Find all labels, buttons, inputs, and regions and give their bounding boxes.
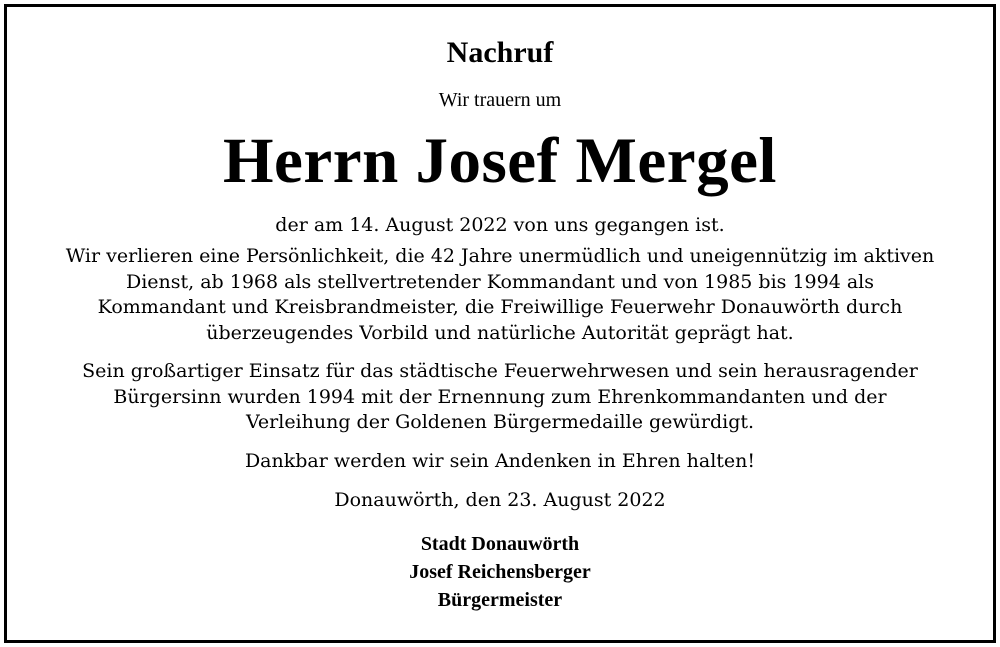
intro-line: Wir trauern um <box>438 89 562 111</box>
paragraph-line: überzeugendes Vorbild und natürliche Autorität geprägt hat. <box>206 321 794 344</box>
deceased-name: Herrn Josef Mergel <box>222 125 777 197</box>
signature-role: Bürgermeister <box>437 589 563 611</box>
paragraph-line: Dankbar werden wir sein Andenken in Ehren halten! <box>244 450 756 472</box>
paragraph-tribute <box>20 244 980 346</box>
notice-heading: Nachruf <box>446 36 554 69</box>
paragraph-line: Verleihung der Goldenen Bürgermedaille gewürdigt. <box>245 411 755 433</box>
paragraph-line: Sein großartiger Einsatz für das städtische Feuerwehrwesen und sein herausragender <box>82 360 918 382</box>
paragraph-honors <box>20 359 980 436</box>
place-and-date: Donauwörth, den 23. August 2022 <box>334 489 666 511</box>
paragraph-line: Dienst, ab 1968 als stellvertretender Kommandant und von 1985 bis 1994 als <box>125 270 875 293</box>
paragraph-gratitude <box>20 449 980 475</box>
paragraph-line: Wir verlieren eine Persönlichkeit, die 42 Jahre unermüdlich und uneigennützig im aktiven <box>65 245 935 267</box>
signature-organization: Stadt Donauwörth <box>420 533 580 555</box>
signature-person: Josef Reichensberger <box>409 561 591 583</box>
date-of-death-line: der am 14. August 2022 von uns gegangen ist. <box>275 214 725 236</box>
paragraph-line: Kommandant und Kreisbrandmeister, die Freiwillige Feuerwehr Donauwörth durch <box>97 296 903 318</box>
paragraph-line: Bürgersinn wurden 1994 mit der Ernennung zum Ehrenkommandanten und der <box>113 385 887 408</box>
